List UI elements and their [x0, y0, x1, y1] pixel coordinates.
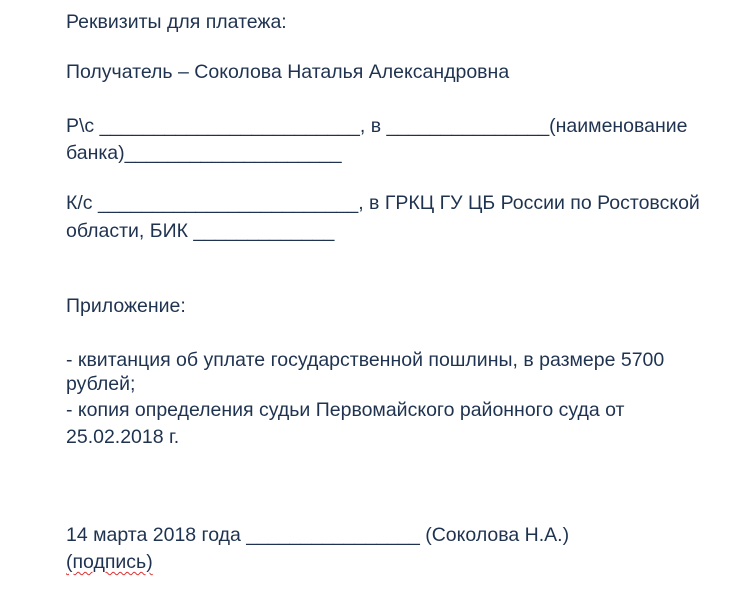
payment-details-heading: Реквизиты для платежа:	[66, 11, 287, 33]
settlement-account-line: Р\с ________________________, в _______________(наименование	[66, 115, 688, 137]
recipient-line: Получатель – Соколова Наталья Александровна	[66, 61, 510, 83]
bank-name-line: банка)____________________	[66, 142, 342, 164]
attachment-heading: Приложение:	[66, 295, 186, 317]
signature-date-line: 14 марта 2018 года ________________ (Соколова Н.А.)	[66, 524, 570, 546]
attachment-item-1: - квитанция об уплате государственной пошлины, в размере 5700	[66, 349, 665, 371]
signature-caption: (подпись)	[66, 551, 153, 573]
bik-line: области, БИК _____________	[66, 220, 335, 242]
attachment-item-1-cont: рублей;	[66, 373, 136, 395]
correspondent-account-line: К/с ________________________, в ГРКЦ ГУ ЦБ России по Ростовской	[66, 192, 700, 214]
attachment-item-2-cont: 25.02.2018 г.	[66, 426, 180, 448]
attachment-item-2: - копия определения судьи Первомайского районного суда от	[66, 399, 625, 421]
